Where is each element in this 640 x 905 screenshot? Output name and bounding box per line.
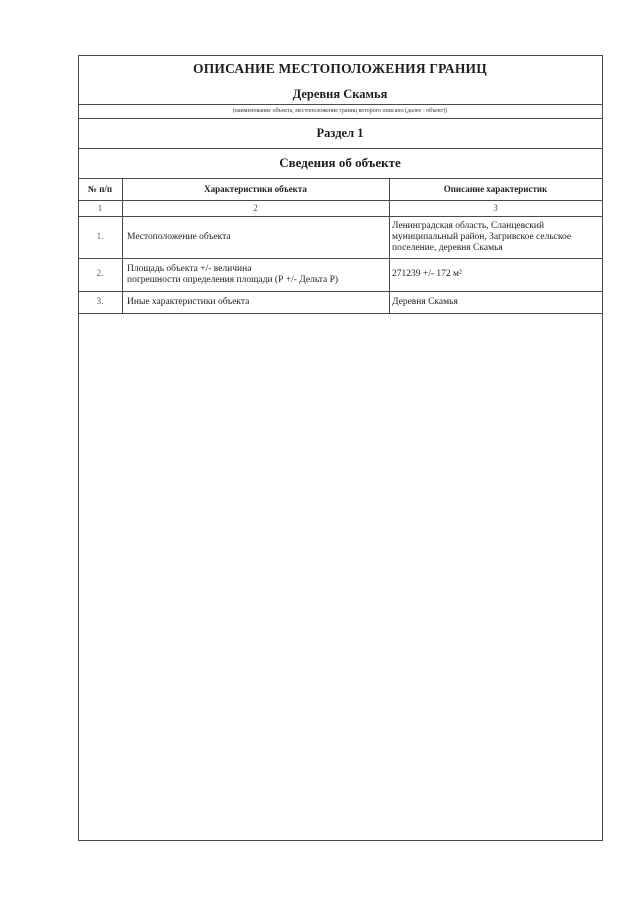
object-caption: (наименование объекта, местоположение границ которого описано (далее - объект)) <box>232 108 448 114</box>
divider <box>78 118 602 119</box>
table-cell-description <box>389 258 602 291</box>
divider <box>78 148 602 149</box>
table-cell-characteristic <box>122 258 389 291</box>
table-row-number: 1. <box>96 231 104 242</box>
table-row-number: 2. <box>96 269 104 279</box>
table-cell-description <box>389 216 602 258</box>
table-cell-description <box>389 291 602 313</box>
cell-line: Деревня Скамья <box>392 296 458 307</box>
cell-line: муниципальный район, Загривское сельское <box>392 231 572 242</box>
object-name-underline <box>78 104 602 105</box>
table-header-characteristic: Характеристики объекта <box>204 183 307 194</box>
column-number-2: 2 <box>253 202 258 213</box>
table-header-number: № п/п <box>87 183 113 194</box>
cell-line: Местоположение объекта <box>127 231 231 242</box>
table-cell-characteristic <box>122 291 389 313</box>
section-heading: Раздел 1 <box>316 126 364 140</box>
table-header-description: Описание характеристик <box>443 183 548 194</box>
table-row-number: 3. <box>96 296 104 307</box>
cell-line: Ленинградская область, Сланцевский <box>392 220 545 231</box>
table-rule <box>78 313 602 314</box>
cell-line: Площадь объекта +/- величина <box>127 263 252 274</box>
document-title: ОПИСАНИЕ МЕСТОПОЛОЖЕНИЯ ГРАНИЦ <box>193 61 487 76</box>
column-number-3: 3 <box>493 202 498 213</box>
cell-line: Иные характеристики объекта <box>127 296 250 307</box>
document-frame <box>78 55 603 841</box>
column-number-1: 1 <box>97 202 103 213</box>
section-title: Сведения об объекте <box>279 155 401 170</box>
table-cell-characteristic <box>122 216 389 258</box>
cell-line: поселение, деревня Скамья <box>392 242 503 253</box>
cell-line: 271239 +/- 172 м² <box>392 269 462 279</box>
object-name: Деревня Скамья <box>292 87 388 101</box>
cell-line: погрешности определения площади (Р +/- Дельта Р) <box>127 274 339 285</box>
